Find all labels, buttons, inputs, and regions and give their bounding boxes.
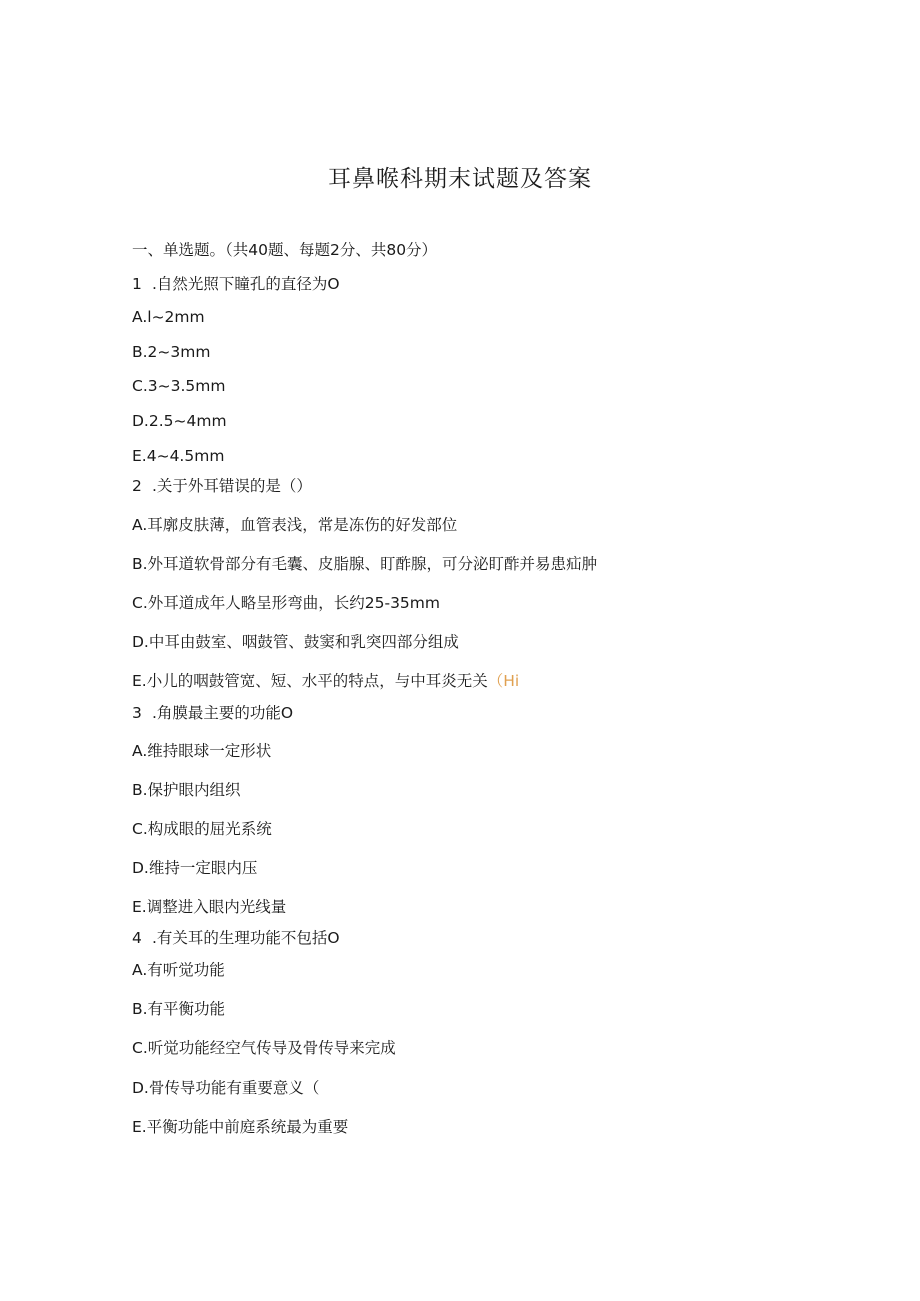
option-text: E.小儿的咽鼓管宽、短、水平的特点，与中耳炎无关 (132, 672, 488, 690)
option-4d: D.骨传导功能有重要意义（ (132, 1079, 320, 1097)
question-4 (132, 926, 340, 948)
option-3a: A.维持眼球一定形状 (132, 742, 272, 760)
option-2b: B.外耳道软骨部分有毛囊、皮脂腺、盯酢腺，可分泌盯酢并易患疝肿 (132, 555, 598, 573)
option-1b: B.2~3mm (132, 343, 211, 361)
question-stem: .关于外耳错误的是（） (152, 477, 312, 495)
document-title: 耳鼻喉科期末试题及答案 (328, 166, 592, 192)
option-note: （Hi (487, 672, 520, 690)
option-2c: C.外耳道成年人略呈形弯曲，长约25-35mm (132, 594, 440, 612)
option-1d: D.2.5~4mm (132, 412, 227, 430)
option-2d: D.中耳由鼓室、咽鼓管、鼓窦和乳突四部分组成 (132, 633, 459, 651)
option-1a: A.l~2mm (132, 308, 205, 326)
option-4e: E.平衡功能中前庭系统最为重要 (132, 1118, 349, 1136)
question-1 (132, 272, 340, 294)
option-4a: A.有听觉功能 (132, 961, 225, 979)
option-2e (132, 669, 519, 691)
question-stem: .自然光照下瞳孔的直径为O (152, 275, 340, 293)
option-1e: E.4~4.5mm (132, 447, 225, 465)
option-2a: A.耳廓皮肤薄，血管表浅，常是冻伤的好发部位 (132, 516, 458, 534)
option-3e: E.调整进入眼内光线量 (132, 898, 287, 916)
question-number: 4 (132, 929, 142, 947)
option-4c: C.听觉功能经空气传导及骨传导来完成 (132, 1039, 396, 1057)
question-number: 1 (132, 275, 142, 293)
question-number: 2 (132, 477, 142, 495)
option-3c: C.构成眼的屈光系统 (132, 820, 272, 838)
option-3d: D.维持一定眼内压 (132, 859, 258, 877)
option-3b: B.保护眼内组织 (132, 781, 241, 799)
question-number: 3 (132, 704, 142, 722)
question-3 (132, 701, 293, 723)
option-4b: B.有平衡功能 (132, 1000, 226, 1018)
question-stem: .角膜最主要的功能O (152, 704, 294, 722)
question-2 (132, 474, 312, 496)
question-stem: .有关耳的生理功能不包括O (152, 929, 340, 947)
section-heading: 一、单选题。（共40题、每题2分、共80分） (132, 241, 438, 259)
option-1c: C.3~3.5mm (132, 377, 226, 395)
